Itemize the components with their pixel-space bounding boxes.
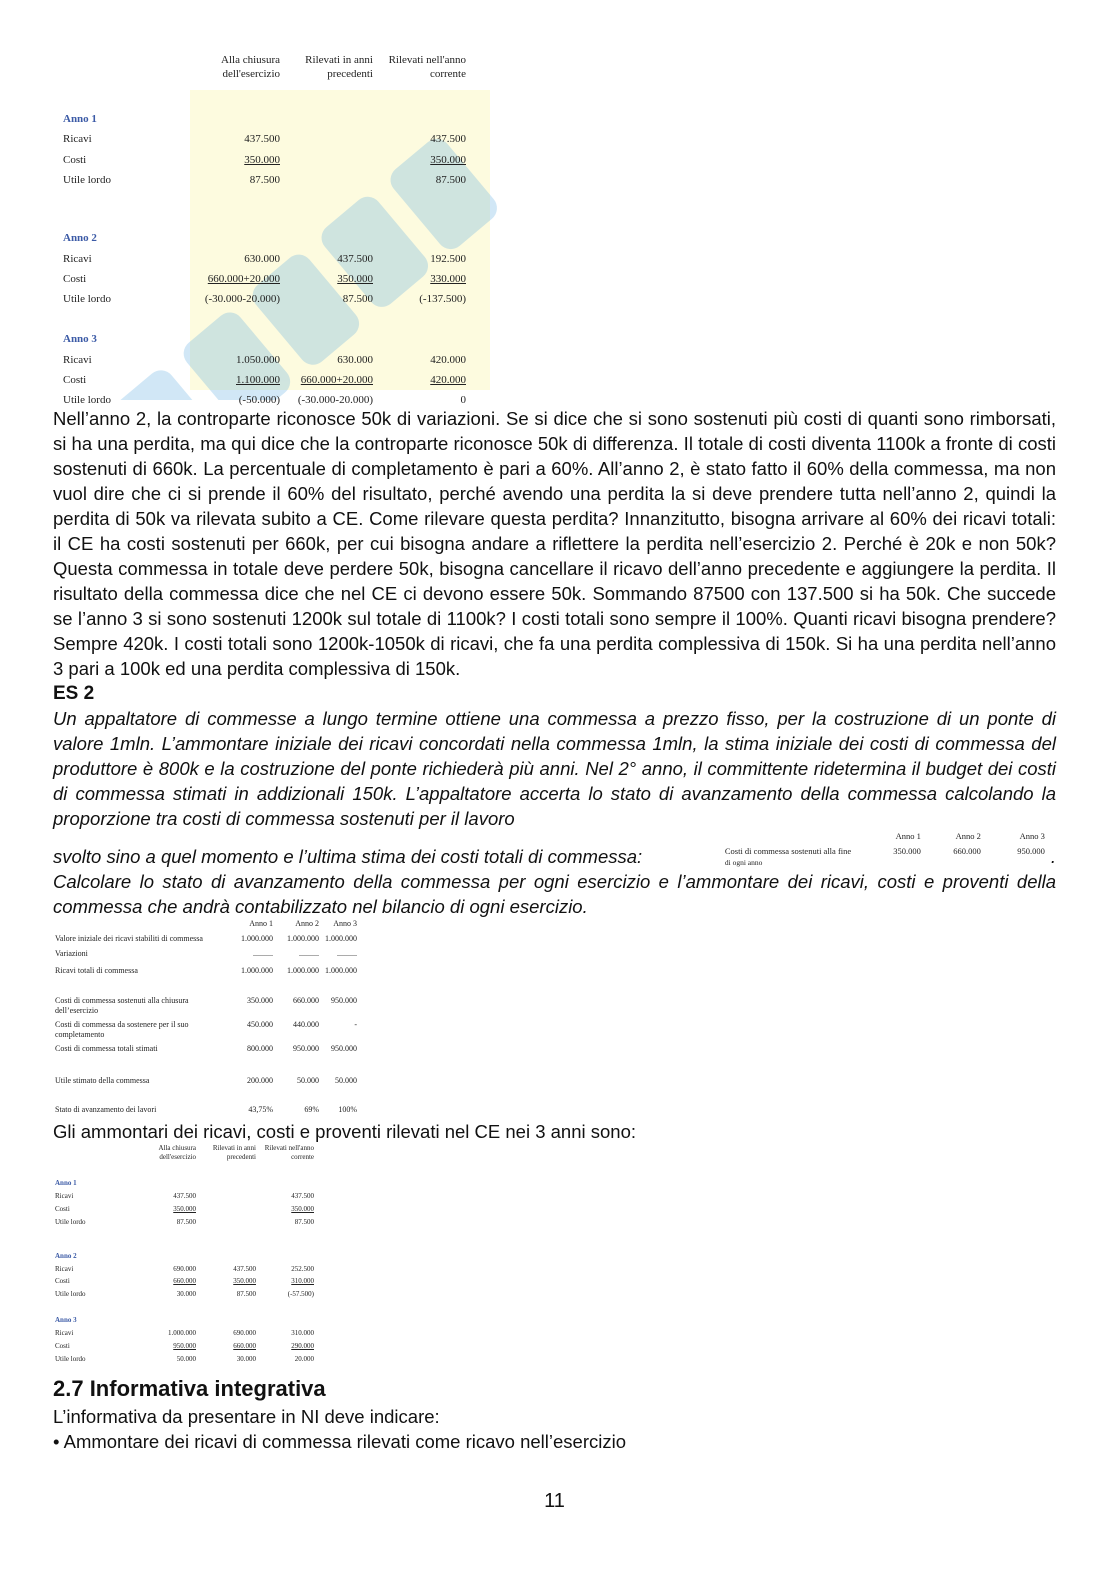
cell-value: 20.000 (294, 1354, 314, 1363)
bullet-item: • Ammontare dei ricavi di commessa rilevati come ricavo nell’esercizio (53, 1431, 626, 1452)
row-label: Ricavi (55, 1191, 74, 1200)
row-label: Costi di commessa totali stimati (55, 1044, 158, 1053)
cell-value: 950.000 (293, 1044, 319, 1053)
row-label: Costi (63, 374, 87, 386)
column-header: Rilevati in anni (305, 54, 373, 66)
column-header: precedenti (226, 1153, 256, 1161)
column-header: corrente (429, 68, 466, 80)
section-title: Anno 1 (63, 113, 97, 125)
section-intro: L’informativa da presentare in NI deve indicare: (53, 1406, 440, 1427)
row-label: Utile stimato della commessa (55, 1076, 150, 1085)
column-header: Anno 1 (895, 831, 921, 841)
cell-value: 950.000 (173, 1342, 196, 1350)
row-label: Utile lordo (55, 1290, 86, 1299)
es2-inline-row (53, 831, 1056, 869)
cell-value: 69% (304, 1105, 319, 1114)
row-label: Utile lordo (63, 173, 111, 186)
cell-value: 310.000 (291, 1329, 314, 1338)
cell-value: 50.000 (335, 1076, 357, 1085)
cell-value: .......... (337, 949, 357, 958)
row-label: Costi (55, 1277, 70, 1286)
cell-value: 350.000 (893, 846, 921, 856)
section-title: Anno 1 (55, 1179, 77, 1187)
cell-value: 690.000 (233, 1329, 256, 1338)
es2-text-line: svolto sino a quel momento e l’ultima stima dei costi totali di commessa: (53, 846, 643, 867)
column-header: Rilevati nell'anno (388, 54, 466, 66)
cell-value: 630.000 (337, 353, 373, 366)
row-label: Variazioni (55, 949, 88, 958)
page-content (53, 0, 1056, 1543)
cell-value: 87.500 (249, 173, 280, 186)
column-header: precedenti (327, 68, 373, 80)
cell-value: 87.500 (435, 173, 466, 186)
cell-value: 800.000 (247, 1044, 273, 1053)
column-header: Rilevati in anni (212, 1144, 256, 1152)
column-header: Anno 1 (249, 919, 273, 928)
cell-value: 660.000+20.000 (300, 374, 373, 386)
row-label: completamento (55, 1030, 105, 1039)
cell-value: 87.500 (294, 1217, 314, 1226)
es2-text-b: Calcolare lo stato di avanzamento della commessa per ogni esercizio e l’ammontare dei ricavi, costi e proventi della commessa che andrà contabilizzato nel bilancio di ogni esercizio. (53, 871, 1056, 917)
cell-value: 87.500 (342, 293, 373, 306)
section-title: Anno 2 (63, 232, 97, 245)
cell-value: 440.000 (293, 1020, 319, 1029)
cell-value: 437.500 (291, 1191, 314, 1200)
cell-value: 30.000 (176, 1290, 196, 1299)
cell-value: 630.000 (244, 252, 280, 265)
cell-value: (-57.500) (287, 1290, 314, 1299)
section-heading: 2.7 Informativa integrativa (53, 1376, 326, 1401)
paragraph-es1-explanation: Nell’anno 2, la controparte riconosce 50k di variazioni. Se si dice che si sono sostenuti più costi di quanti sono rimborsati, si ha una perdita, ma qui dice che la controparte riconosce 50k di differenza. Il totale di costi diventa 1100k a fronte di costi sostenuti di 660k. La percentuale di completamento è pari a 60%. All’anno 2, è stato fatto il 60% della commessa, ma non vuol dire che ci si prende il 60% del risultato, perché avendo una perdita la si deve prendere tutta nell’anno 2, quindi la perdita di 50k va rilevata subito a CE. Come rilevare questa perdita? Innanzitutto, bisogna arrivare al 60% dei ricavi totali: il CE ha costi sostenuti per 660k, per cui bisogna andare a riflettere la perdita nell’esercizio 2. Perché è 20k e non 50k? Questa commessa in totale deve perdere 50k, bisogna cancellare il ricavo dell’anno precedente e aggiungere la perdita. Il risultato della commessa dice che nel CE ci devono essere 50k. Sommando 87500 con 137.500 si ha 50k. Che succede se l’anno 3 si sono sostenuti 1200k sul totale di 1100k? I costi totali sono sempre il 100%. Quanti ricavi bisogna prendere? Sempre 420k. I costi totali sono 1200k-1050k di ricavi, che fa una perdita complessiva di 150k. Si ha una perdita nell’anno 3 pari a 100k ed una perdita complessiva di 150k. (53, 408, 1056, 679)
cell-value: 950.000 (1017, 846, 1045, 856)
column-header: Anno 3 (1019, 831, 1045, 841)
section-title: Anno 3 (55, 1316, 77, 1325)
cell-value: 350.000 (173, 1204, 196, 1213)
row-label: Stato di avanzamento dei lavori (55, 1105, 157, 1114)
cell-value: 350.000 (291, 1204, 314, 1213)
cell-value: 252.500 (291, 1264, 314, 1273)
row-label: Costi (55, 1342, 70, 1350)
column-header: corrente (291, 1153, 314, 1161)
cell-value: 100% (338, 1105, 357, 1114)
cell-value: 420.000 (430, 353, 466, 366)
row-label: Utile lordo (55, 1217, 86, 1226)
column-header: Rilevati nell'anno (264, 1144, 314, 1152)
cell-value: 437.500 (430, 133, 466, 146)
cell-value: 290.000 (291, 1342, 314, 1350)
section-title: Anno 2 (55, 1251, 77, 1260)
cell-value: 30.000 (236, 1354, 256, 1363)
cell-value: 420.000 (430, 374, 466, 386)
column-header: dell'esercizio (159, 1153, 196, 1161)
row-label: Costi di commessa sostenuti alla chiusura (55, 996, 189, 1005)
amounts-sentence: Gli ammontari dei ricavi, costi e proventi rilevati nel CE nei 3 anni sono: (53, 1121, 637, 1142)
cell-value: 660.000 (293, 996, 319, 1005)
row-label: Costi di commessa da sostenere per il suo (55, 1020, 189, 1029)
cell-value: 310.000 (291, 1277, 314, 1286)
cell-value: (-50.000) (238, 394, 280, 407)
column-header: Anno 2 (955, 831, 981, 841)
row-label: Valore iniziale dei ricavi stabiliti di commessa (55, 934, 203, 943)
cell-value: 350.000 (247, 996, 273, 1005)
cell-value: 437.500 (233, 1264, 256, 1273)
row-label: Ricavi (63, 133, 92, 146)
cell-value: (-30.000-20.000) (204, 293, 280, 306)
row-label: Utile lordo (63, 293, 111, 306)
row-label: Ricavi (63, 252, 92, 265)
column-header: Alla chiusura (158, 1144, 196, 1152)
row-label-cont: di ogni anno (724, 858, 763, 867)
cell-value: 437.500 (173, 1191, 196, 1200)
row-label: Costi (63, 272, 87, 285)
cell-value: - (354, 1020, 357, 1029)
cell-value: 50.000 (176, 1354, 196, 1363)
cell-value: 330.000 (430, 272, 466, 285)
cell-value: 690.000 (173, 1264, 196, 1273)
cell-value: 1.000.000 (241, 966, 273, 975)
cell-value: 1.050.000 (236, 353, 280, 366)
cell-value: 660.000 (233, 1342, 256, 1350)
column-header: Anno 3 (333, 919, 357, 928)
cell-value: 950.000 (331, 996, 357, 1005)
cell-value: 350.000 (337, 272, 373, 285)
cell-value: 1.000.000 (325, 934, 357, 943)
bullet-text: Ammontare dei ricavi di commessa rilevati come ricavo nell’esercizio (63, 1431, 626, 1452)
column-header: Alla chiusura (221, 54, 280, 66)
cell-value: 350.000 (244, 153, 280, 166)
cell-value: 350.000 (430, 153, 466, 166)
cell-value: 450.000 (247, 1020, 273, 1029)
cell-value: 0 (460, 394, 466, 407)
row-label: Ricavi (55, 1329, 74, 1338)
row-label: Utile lordo (63, 394, 111, 407)
cell-value: 87.500 (176, 1217, 196, 1226)
column-header: Anno 2 (295, 919, 319, 928)
row-label: Costi (63, 153, 87, 166)
cell-value: 437.500 (337, 252, 373, 265)
table-commessa-es1 (63, 54, 473, 406)
row-label: Costi di commessa sostenuti alla fine (724, 846, 852, 856)
cell-value: 660.000 (173, 1277, 196, 1286)
cell-value: 1.000.000 (287, 934, 319, 943)
cell-value: 1.000.000 (168, 1329, 196, 1338)
cell-value: (-137.500) (419, 293, 466, 306)
table-commessa-es2 (55, 1144, 317, 1370)
cell-value: 192.500 (430, 252, 466, 265)
es2-text-a: Un appaltatore di commesse a lungo termine ottiene una commessa a prezzo fisso, per la costruzione di un ponte di valore 1mln. L’ammontare iniziale dei ricavi concordati nella commessa 1mln, la stima iniziale dei costi di commessa del produttore è 800k e la costruzione del ponte richiederà più anni. Nel 2° anno, il committente ridetermina il budget dei costi di commessa stimati in addizionali 150k. L’appaltatore accerta lo stato di avanzamento della commessa calcolando la proporzione tra costi di commessa sostenuti per il lavoro (53, 708, 1056, 829)
section-title: Anno 3 (63, 333, 97, 346)
row-label: Utile lordo (55, 1354, 86, 1363)
cell-value: 1.000.000 (241, 934, 273, 943)
inline-costs-table (725, 831, 1047, 869)
cell-value: 437.500 (244, 133, 280, 146)
column-header: dell'esercizio (222, 68, 280, 80)
cell-value: 1.100.000 (236, 374, 280, 386)
cell-value: 660.000 (953, 846, 981, 856)
row-label: Costi (55, 1204, 70, 1213)
cell-value: 50.000 (297, 1076, 319, 1085)
row-label: Ricavi (63, 353, 92, 366)
cell-value: 950.000 (331, 1044, 357, 1053)
cell-value: 1.000.000 (325, 966, 357, 975)
table-stato-avanzamento (55, 919, 359, 1119)
page-number: 11 (544, 1490, 565, 1512)
row-label: Ricavi (55, 1264, 74, 1273)
es2-text-dot: . (1050, 846, 1056, 867)
cell-value: 660.000+20.000 (207, 272, 280, 285)
cell-value: 1.000.000 (287, 966, 319, 975)
cell-value: 43,75% (248, 1105, 273, 1114)
es2-heading: ES 2 (53, 683, 95, 704)
cell-value: .......... (299, 949, 319, 958)
cell-value: (-30.000-20.000) (297, 394, 373, 407)
row-label: dell’esercizio (55, 1006, 99, 1015)
cell-value: 350.000 (233, 1277, 256, 1286)
row-label: Ricavi totali di commessa (55, 966, 138, 975)
cell-value: 200.000 (247, 1076, 273, 1085)
cell-value: 87.500 (236, 1290, 256, 1299)
cell-value: .......... (253, 949, 273, 958)
